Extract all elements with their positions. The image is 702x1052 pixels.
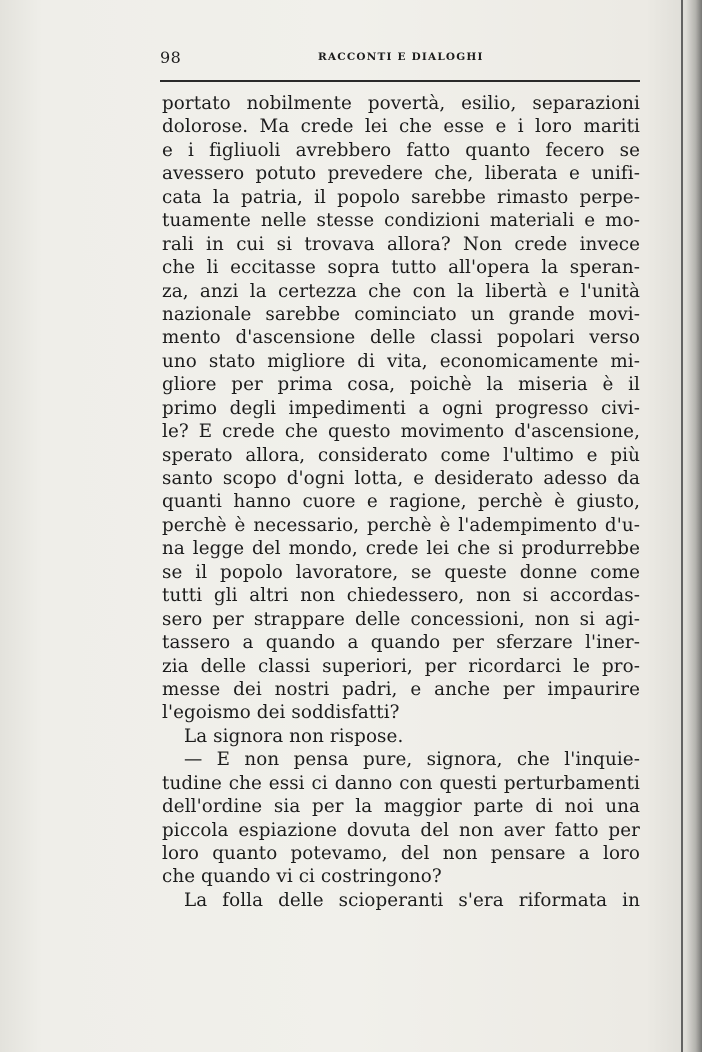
text-line: portato nobilmente povertà, esilio, separazioni <box>162 93 640 114</box>
text-line: tuamente nelle stesse condizioni materiali e mo- <box>162 210 640 232</box>
text-line: piccola espiazione dovuta del non aver fatto per <box>162 819 640 841</box>
text-line: cata la patria, il popolo sarebbe rimasto perpe- <box>162 186 640 208</box>
text-line: l'egoismo dei soddisfatti? <box>162 702 400 724</box>
text-line: dell'ordine sia per la maggior parte di noi una <box>162 796 640 818</box>
text-line: rali in cui si trovava allora? Non crede invece <box>162 233 640 255</box>
text-line: La folla delle scioperanti s'era riformata in <box>184 889 640 911</box>
text-line: avessero potuto prevedere che, liberata e unifi- <box>162 163 640 185</box>
text-line: La signora non rispose. <box>184 725 404 747</box>
text-line: sero per strappare delle concessioni, non si agi- <box>162 608 640 630</box>
page-number: 98 <box>160 48 182 67</box>
text-line: tudine che essi ci danno con questi perturbamenti <box>162 772 640 794</box>
text-line: zia delle classi superiori, per ricordarci le pro- <box>162 655 640 677</box>
text-line: che li eccitasse sopra tutto all'opera la speran- <box>162 257 640 279</box>
text-line: nazionale sarebbe cominciato un grande movi- <box>162 303 640 325</box>
text-line: uno stato migliore di vita, economicamente mi- <box>162 350 640 372</box>
text-line: santo scopo d'ogni lotta, e desiderato adesso da <box>162 468 640 489</box>
page-gutter-shadow <box>686 0 702 1052</box>
text-line: dolorose. Ma crede lei che esse e i loro mariti <box>162 116 640 138</box>
text-line: primo degli impedimenti a ogni progresso civi- <box>162 397 640 419</box>
text-line: na legge del mondo, crede lei che si produrrebbe <box>162 538 640 560</box>
text-line: mento d'ascensione delle classi popolari verso <box>162 327 640 349</box>
header-rule <box>160 80 640 82</box>
text-line: perchè è necessario, perchè è l'adempimento d'u- <box>162 514 640 536</box>
text-line: le? E crede che questo movimento d'ascensione, <box>162 421 640 443</box>
text-line: za, anzi la certezza che con la libertà e l'unità <box>162 280 640 302</box>
text-line: tassero a quando a quando per sferzare l'iner- <box>162 632 640 654</box>
text-line: che quando vi ci costringono? <box>162 866 442 888</box>
text-line: sperato allora, considerato come l'ultimo e più <box>162 444 640 466</box>
running-title: RACCONTI E DIALOGHI <box>318 51 484 63</box>
page-header <box>160 48 640 74</box>
text-line: messe dei nostri padri, e anche per impaurire <box>162 678 640 700</box>
text-line: se il popolo lavoratore, se queste donne come <box>162 561 640 583</box>
body-text <box>162 92 640 912</box>
text-line: quanti hanno cuore e ragione, perchè è giusto, <box>162 491 640 513</box>
page-gutter-line <box>681 0 683 1052</box>
text-line: gliore per prima cosa, poichè la miseria è il <box>162 374 640 396</box>
text-line: tutti gli altri non chiedessero, non si accordas- <box>162 585 640 607</box>
text-line: loro quanto potevamo, del non pensare a loro <box>162 843 640 864</box>
text-line: — E non pensa pure, signora, che l'inquie- <box>184 749 640 771</box>
text-line: e i figliuoli avrebbero fatto quanto fecero se <box>162 139 640 161</box>
